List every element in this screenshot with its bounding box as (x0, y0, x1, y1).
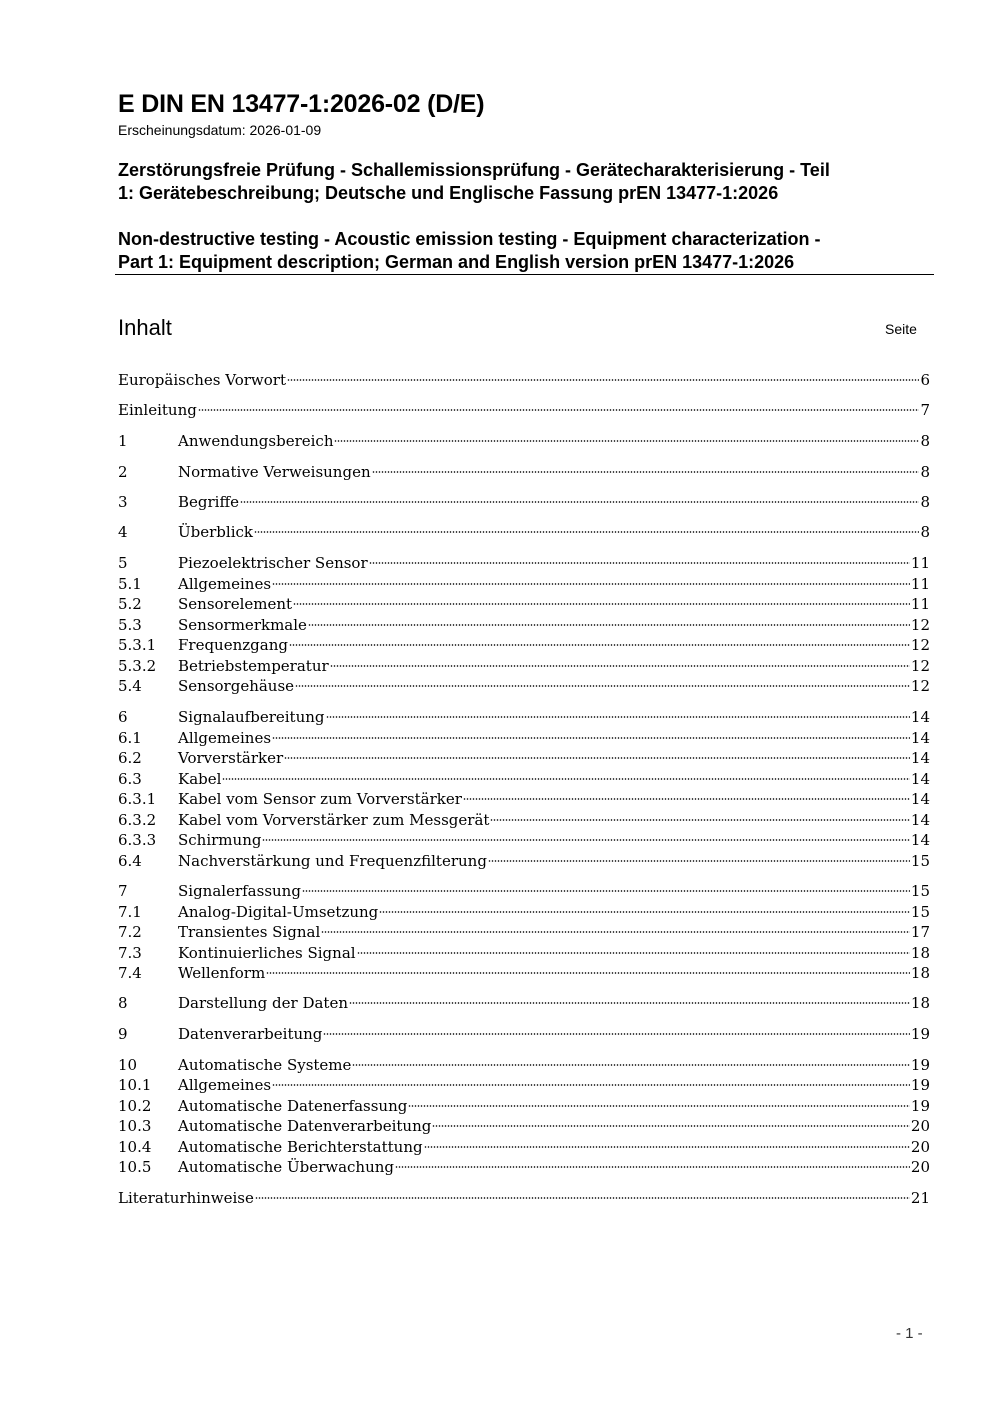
toc-entry-title: Wellenform (178, 964, 266, 982)
toc-entry[interactable] (118, 553, 930, 574)
toc-entry-page: 19 (910, 1097, 930, 1115)
toc-entry-title: Frequenzgang (178, 636, 288, 654)
toc-entry-number: 5.3.2 (118, 657, 157, 675)
toc-entry[interactable] (118, 522, 930, 543)
toc-entry-number: 5.3.1 (118, 636, 157, 654)
toc-entry[interactable] (118, 370, 930, 391)
toc-entry-page: 8 (920, 493, 930, 511)
toc-entry-page: 12 (910, 616, 930, 634)
toc-entry-title: Kabel (178, 770, 222, 788)
toc-entry-page: 19 (910, 1076, 930, 1094)
toc-dot-leader (352, 1064, 910, 1066)
toc-entry-title: Einleitung (118, 401, 197, 419)
toc-dot-leader (287, 379, 919, 381)
footer-page-number: - 1 - (896, 1325, 923, 1342)
toc-dot-leader (432, 1125, 910, 1127)
toc-entry-page: 14 (910, 729, 930, 747)
toc-dot-leader (395, 1166, 910, 1168)
toc-entry-title: Analog-Digital-Umsetzung (178, 903, 379, 921)
toc-dot-leader (284, 757, 910, 759)
toc-entry-title: Nachverstärkung und Frequenzfilterung (178, 852, 487, 870)
toc-entry[interactable] (118, 1075, 930, 1096)
toc-entry-page: 18 (910, 944, 930, 962)
toc-entry-title: Piezoelektrischer Sensor (178, 554, 368, 572)
header-rule (115, 274, 934, 275)
toc-entry-number: 5 (118, 554, 128, 572)
toc-dot-leader (379, 911, 910, 913)
toc-entry-title: Europäisches Vorwort (118, 371, 286, 389)
toc-entry-title: Automatische Berichterstattung (178, 1138, 423, 1156)
toc-entry-number: 7 (118, 882, 128, 900)
toc-entry[interactable] (118, 1096, 930, 1117)
toc-entry-title: Anwendungsbereich (178, 432, 334, 450)
toc-entry-title: Allgemeines (178, 1076, 272, 1094)
toc-entry[interactable] (118, 1137, 930, 1158)
toc-entry[interactable] (118, 462, 930, 483)
toc-entry-title: Sensorgehäuse (178, 677, 295, 695)
toc-entry-title: Normative Verweisungen (178, 463, 371, 481)
toc-dot-leader (272, 583, 910, 585)
toc-entry-number: 7.4 (118, 964, 142, 982)
toc-entry-number: 10.4 (118, 1138, 152, 1156)
toc-entry-page: 8 (920, 463, 930, 481)
toc-dot-leader (372, 471, 920, 473)
toc-entry-title: Begriffe (178, 493, 240, 511)
toc-entry-page: 12 (910, 657, 930, 675)
toc-entry-page: 14 (910, 708, 930, 726)
title-german (118, 159, 928, 205)
toc-entry-number: 6.3 (118, 770, 142, 788)
toc-entry-title: Betriebstemperatur (178, 657, 329, 675)
toc-entry-number: 6.3.3 (118, 831, 157, 849)
toc-entry-page: 8 (920, 432, 930, 450)
toc-entry[interactable] (118, 707, 930, 728)
toc-entry-title: Automatische Datenerfassung (178, 1097, 408, 1115)
toc-entry-number: 10 (118, 1056, 138, 1074)
toc-entry[interactable] (118, 1188, 930, 1209)
toc-entry-number: 10.1 (118, 1076, 152, 1094)
toc-dot-leader (408, 1105, 910, 1107)
toc-entry-page: 20 (910, 1158, 930, 1176)
toc-entry-number: 6 (118, 708, 128, 726)
toc-entry-title: Automatische Datenverarbeitung (178, 1117, 432, 1135)
toc-entry-title: Darstellung der Daten (178, 994, 348, 1012)
toc-entry-number: 8 (118, 994, 128, 1012)
toc-dot-leader (293, 603, 910, 605)
toc-page-label: Seite (885, 321, 917, 337)
toc-entry-number: 6.3.1 (118, 790, 157, 808)
toc-entry-page: 15 (910, 903, 930, 921)
toc-entry-page: 18 (910, 964, 930, 982)
toc-entry-title: Automatische Systeme (178, 1056, 352, 1074)
toc-entry[interactable] (118, 400, 930, 421)
toc-entry-page: 8 (920, 523, 930, 541)
title-english (118, 228, 928, 274)
toc-entry[interactable] (118, 1116, 930, 1137)
toc-entry-title: Allgemeines (178, 575, 272, 593)
toc-entry-title: Kabel vom Sensor zum Vorverstärker (178, 790, 462, 808)
toc-entry[interactable] (118, 881, 930, 902)
toc-entry-number: 6.3.2 (118, 811, 157, 829)
toc-entry[interactable] (118, 492, 930, 513)
toc-dot-leader (198, 409, 920, 411)
toc-entry-title: Datenverarbeitung (178, 1025, 323, 1043)
toc-entry-title: Kabel vom Vorverstärker zum Messgerät (178, 811, 490, 829)
toc-entry[interactable] (118, 902, 930, 923)
toc-entry-page: 14 (910, 790, 930, 808)
toc-entry-page: 17 (910, 923, 930, 941)
toc-entry-number: 6.1 (118, 729, 142, 747)
toc-dot-leader (323, 1033, 910, 1035)
toc-entry-page: 19 (910, 1056, 930, 1074)
toc-entry-title: Literaturhinweise (118, 1189, 254, 1207)
toc-entry-title: Sensorelement (178, 595, 293, 613)
toc-entry-title: Signalaufbereitung (178, 708, 325, 726)
toc-entry-page: 15 (910, 852, 930, 870)
toc-entry-number: 4 (118, 523, 128, 541)
toc-dot-leader (349, 1002, 910, 1004)
toc-entry-number: 5.2 (118, 595, 142, 613)
toc-entry[interactable] (118, 635, 930, 656)
toc-entry-page: 15 (910, 882, 930, 900)
toc-entry-title: Sensormerkmale (178, 616, 307, 634)
toc-entry[interactable] (118, 1157, 930, 1178)
toc-entry-page: 14 (910, 811, 930, 829)
toc-entry-page: 19 (910, 1025, 930, 1043)
toc-dot-leader (326, 716, 910, 718)
toc-entry-number: 7.1 (118, 903, 142, 921)
toc-entry[interactable] (118, 943, 930, 964)
toc-entry-page: 14 (910, 749, 930, 767)
title-german-line-1: Zerstörungsfreie Prüfung - Schallemissionsprüfung - Gerätecharakterisierung - Teil (118, 160, 830, 180)
toc-entry-number: 5.3 (118, 616, 142, 634)
toc-dot-leader (289, 644, 910, 646)
toc-dot-leader (357, 952, 910, 954)
toc-entry[interactable] (118, 993, 930, 1014)
toc-entry[interactable] (118, 1024, 930, 1045)
toc-dot-leader (308, 624, 910, 626)
toc-entry-page: 21 (910, 1189, 930, 1207)
toc-dot-leader (222, 778, 909, 780)
toc-dot-leader (266, 972, 910, 974)
toc-dot-leader (369, 562, 910, 564)
toc-entry[interactable] (118, 810, 930, 831)
toc-entry-title: Allgemeines (178, 729, 272, 747)
toc-entry[interactable] (118, 656, 930, 677)
toc-dot-leader (262, 839, 909, 841)
toc-entry-title: Überblick (178, 523, 253, 541)
title-english-line-1: Non-destructive testing - Acoustic emission testing - Equipment characterization - (118, 229, 821, 249)
toc-entry-number: 7.2 (118, 923, 142, 941)
toc-entry-number: 6.2 (118, 749, 142, 767)
toc-entry-page: 18 (910, 994, 930, 1012)
toc-entry-number: 5.1 (118, 575, 142, 593)
toc-entry-number: 10.3 (118, 1117, 152, 1135)
toc-entry-number: 1 (118, 432, 128, 450)
toc-entry[interactable] (118, 769, 930, 790)
toc-entry-page: 11 (910, 595, 930, 613)
toc-entry-number: 6.4 (118, 852, 142, 870)
toc-dot-leader (295, 685, 910, 687)
title-german-line-2: 1: Gerätebeschreibung; Deutsche und Englische Fassung prEN 13477-1:2026 (118, 183, 779, 203)
toc-entry-title: Transientes Signal (178, 923, 321, 941)
toc-dot-leader (254, 531, 919, 533)
publication-date: Erscheinungsdatum: 2026-01-09 (118, 122, 322, 138)
toc-entry-number: 10.5 (118, 1158, 152, 1176)
toc-entry[interactable] (118, 431, 930, 452)
toc-heading: Inhalt (118, 315, 172, 340)
toc-entry[interactable] (118, 922, 930, 943)
toc-entry-page: 11 (910, 554, 930, 572)
toc-dot-leader (334, 440, 919, 442)
toc-dot-leader (490, 819, 909, 821)
toc-entry-page: 12 (910, 636, 930, 654)
toc-dot-leader (240, 501, 919, 503)
toc-entry[interactable] (118, 851, 930, 872)
toc-entry-title: Automatische Überwachung (178, 1158, 395, 1176)
toc-dot-leader (488, 860, 910, 862)
toc-entry-number: 7.3 (118, 944, 142, 962)
toc-entry-title: Schirmung (178, 831, 262, 849)
toc-entry[interactable] (118, 748, 930, 769)
toc-dot-leader (463, 798, 910, 800)
toc-entry-page: 14 (910, 831, 930, 849)
toc-entry-page: 7 (920, 401, 930, 419)
toc-entry-number: 9 (118, 1025, 128, 1043)
toc-entry-number: 5.4 (118, 677, 142, 695)
toc-entry-title: Vorverstärker (178, 749, 284, 767)
toc-entry[interactable] (118, 574, 930, 595)
toc-entry[interactable] (118, 789, 930, 810)
toc-entry-page: 12 (910, 677, 930, 695)
toc-dot-leader (272, 1084, 910, 1086)
toc-entry[interactable] (118, 594, 930, 615)
toc-dot-leader (302, 890, 910, 892)
title-english-line-2: Part 1: Equipment description; German and English version prEN 13477-1:2026 (118, 252, 795, 272)
toc-entry-page: 14 (910, 770, 930, 788)
toc-entry-page: 6 (920, 371, 930, 389)
toc-dot-leader (255, 1197, 910, 1199)
toc-entry[interactable] (118, 1055, 930, 1076)
toc-entry[interactable] (118, 676, 930, 697)
toc-entry-number: 3 (118, 493, 128, 511)
toc-entry-page: 20 (910, 1117, 930, 1135)
toc-dot-leader (272, 737, 910, 739)
toc-entry-number: 10.2 (118, 1097, 152, 1115)
toc-entry-number: 2 (118, 463, 128, 481)
document-id: E DIN EN 13477-1:2026-02 (D/E) (118, 90, 485, 118)
toc-dot-leader (424, 1146, 910, 1148)
toc-dot-leader (330, 665, 910, 667)
toc-entry[interactable] (118, 830, 930, 851)
toc-dot-leader (321, 931, 910, 933)
toc-entry-page: 11 (910, 575, 930, 593)
toc-entry-title: Signalerfassung (178, 882, 301, 900)
toc-entry-page: 20 (910, 1138, 930, 1156)
toc-entry[interactable] (118, 728, 930, 749)
toc-entry[interactable] (118, 963, 930, 984)
toc-entry-title: Kontinuierliches Signal (178, 944, 356, 962)
toc-entry[interactable] (118, 615, 930, 636)
